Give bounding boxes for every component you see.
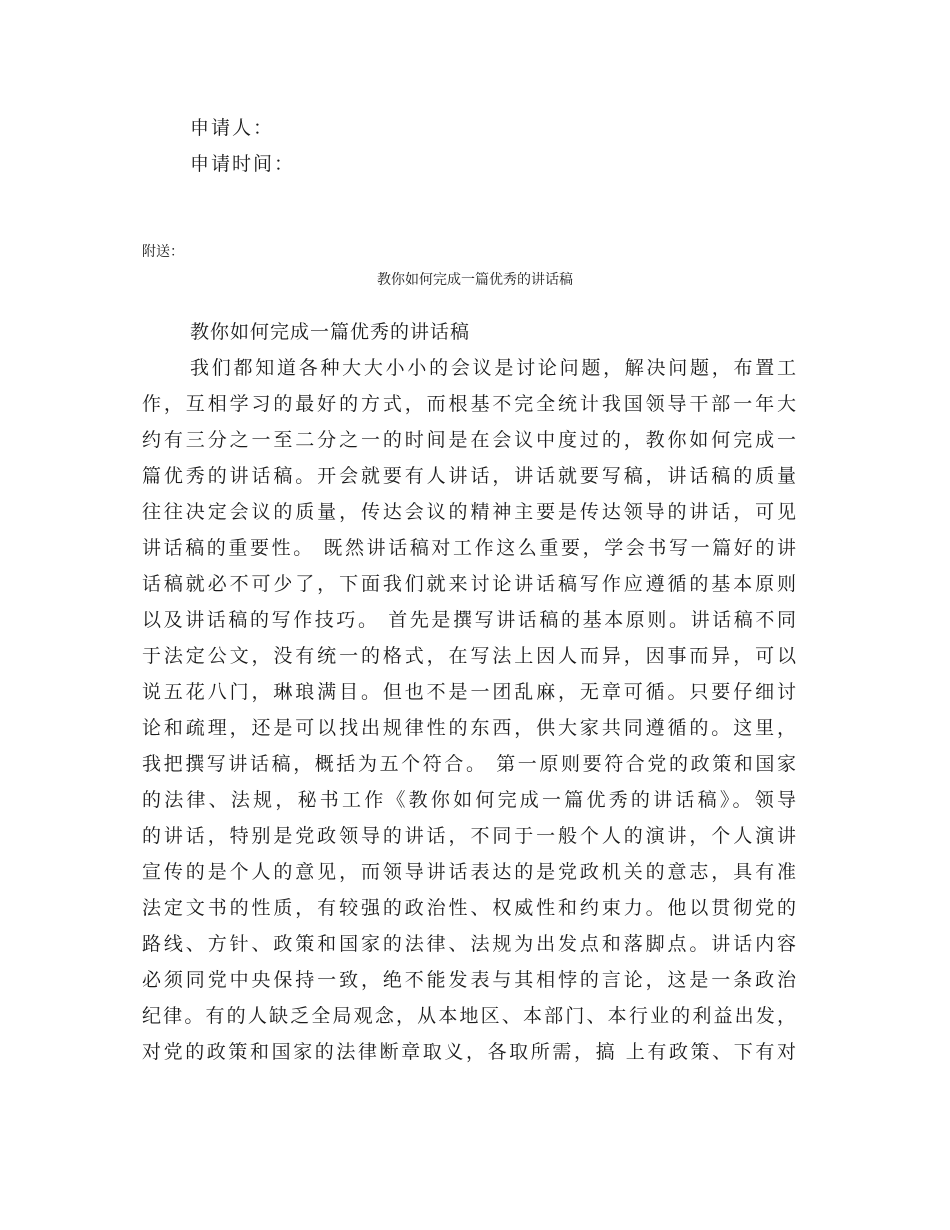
body-line: 法定文书的性质，有较强的政治性、权威性和约束力。他以贯彻党的 [142,897,796,919]
body-line: 我们都知道各种大大小小的会议是讨论问题，解决问题，布置工 [190,357,796,379]
body-line: 以及讲话稿的写作技巧。 首先是撰写讲话稿的基本原则。讲话稿不同 [142,609,796,631]
body-line: 讲话稿的重要性。 既然讲话稿对工作这么重要，学会书写一篇好的讲 [142,537,796,559]
body-line: 作，互相学习的最好的方式，而根基不完全统计我国领导干部一年大 [142,393,796,415]
body-line: 宣传的是个人的意见，而领导讲话表达的是党政机关的意志，具有准 [142,861,796,883]
body-line: 篇优秀的讲话稿。开会就要有人讲话，讲话就要写稿，讲话稿的质量 [142,465,796,487]
article-heading: 教你如何完成一篇优秀的讲话稿 [190,321,471,343]
applicant-label: 申请人： [190,117,275,139]
application-date-label: 申请时间： [190,153,296,175]
body-line: 的法律、法规，秘书工作《教你如何完成一篇优秀的讲话稿》。领导 [142,789,796,811]
body-line: 纪律。有的人缺乏全局观念，从本地区、本部门、本行业的利益出发， [142,1005,796,1027]
attachment-title: 教你如何完成一篇优秀的讲话稿 [377,272,573,288]
body-line: 必须同党中央保持一致，绝不能发表与其相悖的言论，这是一条政治 [142,969,796,991]
body-line: 的讲话，特别是党政领导的讲话，不同于一般个人的演讲，个人演讲 [142,825,796,847]
attachment-label: 附送： [142,244,184,260]
body-line: 路线、方针、政策和国家的法律、法规为出发点和落脚点。讲话内容 [142,933,796,955]
body-line: 话稿就必不可少了，下面我们就来讨论讲话稿写作应遵循的基本原则 [142,573,796,595]
body-line: 我把撰写讲话稿，概括为五个符合。 第一原则要符合党的政策和国家 [142,753,796,775]
body-line: 对党的政策和国家的法律断章取义，各取所需，搞 上有政策、下有对 [142,1041,796,1063]
body-line: 约有三分之一至二分之一的时间是在会议中度过的，教你如何完成一 [142,429,796,451]
body-line: 于法定公文，没有统一的格式，在写法上因人而异，因事而异，可以 [142,645,796,667]
body-line: 往往决定会议的质量，传达会议的精神主要是传达领导的讲话，可见 [142,501,796,523]
body-line: 说五花八门，琳琅满目。但也不是一团乱麻，无章可循。只要仔细讨 [142,681,796,703]
body-line: 论和疏理，还是可以找出规律性的东西，供大家共同遵循的。这里， [142,717,796,739]
